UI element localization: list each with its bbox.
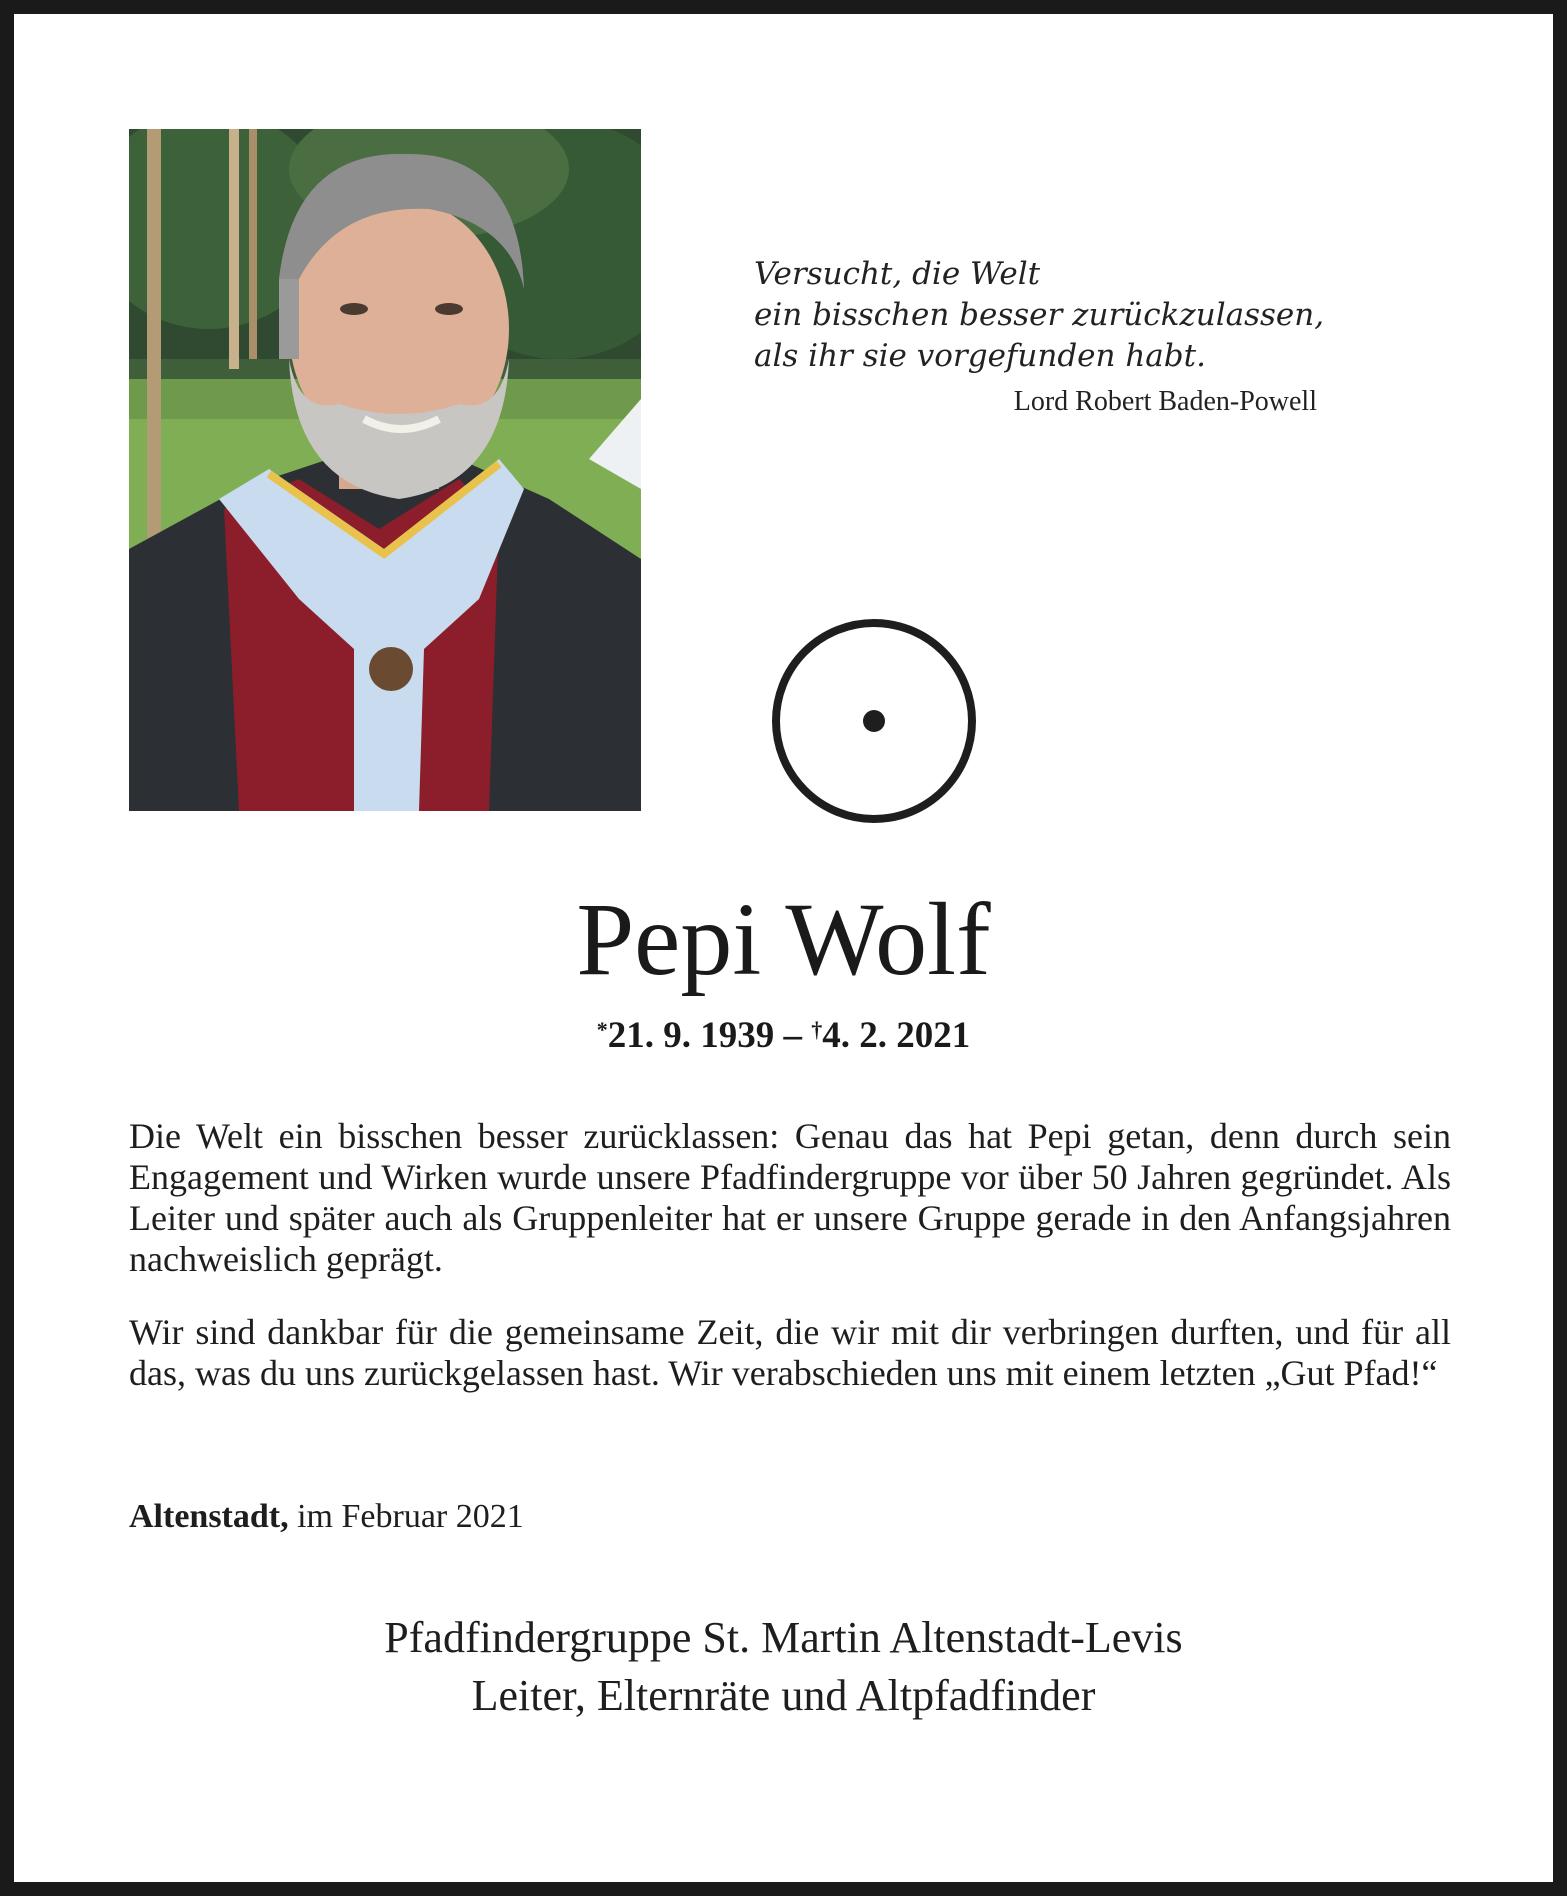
- birth-date: 21. 9. 1939: [607, 1015, 775, 1056]
- deceased-name: Pepi Wolf: [576, 882, 991, 997]
- trail-sign-circle-dot-icon: [759, 606, 989, 840]
- death-mark: †: [811, 1017, 823, 1042]
- place-date: im Februar 2021: [288, 1498, 524, 1535]
- place-and-date: [129, 1498, 524, 1536]
- quote-line: Versucht, die Welt: [754, 256, 1041, 292]
- quote: [754, 254, 1324, 377]
- signature-line: Leiter, Elternräte und Altpfadfinder: [471, 1671, 1096, 1720]
- birth-mark: *: [596, 1017, 608, 1042]
- life-dates: [14, 1014, 1553, 1057]
- place-town: Altenstadt,: [129, 1498, 289, 1535]
- tribute-paragraph: Die Welt ein bisschen besser zurücklassen: Genau das hat Pepi getan, denn durch sein Engagement und Wirken wurde unsere Pfadfindergruppe vor über 50 Jahren gegründet. Als Leiter und später auch als Gruppenleiter hat er unsere Gruppe gerade in den Anfangsjahren nachweislich geprägt.: [129, 1116, 1451, 1279]
- tribute-paragraph: Wir sind dankbar für die gemeinsame Zeit, die wir mit dir verbringen durften, und für all das, was du uns zurückgelassen hast. Wir verabschieden uns mit einem letzten „Gut Pfad!“: [129, 1312, 1451, 1393]
- portrait-illustration: [129, 129, 641, 811]
- quote-line: als ihr sie vorgefunden habt.: [754, 338, 1206, 374]
- signature-line: Pfadfindergruppe St. Martin Altenstadt-Levis: [384, 1613, 1183, 1662]
- portrait-photo: [129, 129, 641, 811]
- date-separator: –: [774, 1015, 812, 1056]
- obituary-page: [14, 14, 1553, 1882]
- death-date: 4. 2. 2021: [822, 1015, 971, 1056]
- quote-author: Lord Robert Baden-Powell: [1013, 386, 1317, 417]
- quote-line: ein bisschen besser zurückzulassen,: [754, 297, 1325, 333]
